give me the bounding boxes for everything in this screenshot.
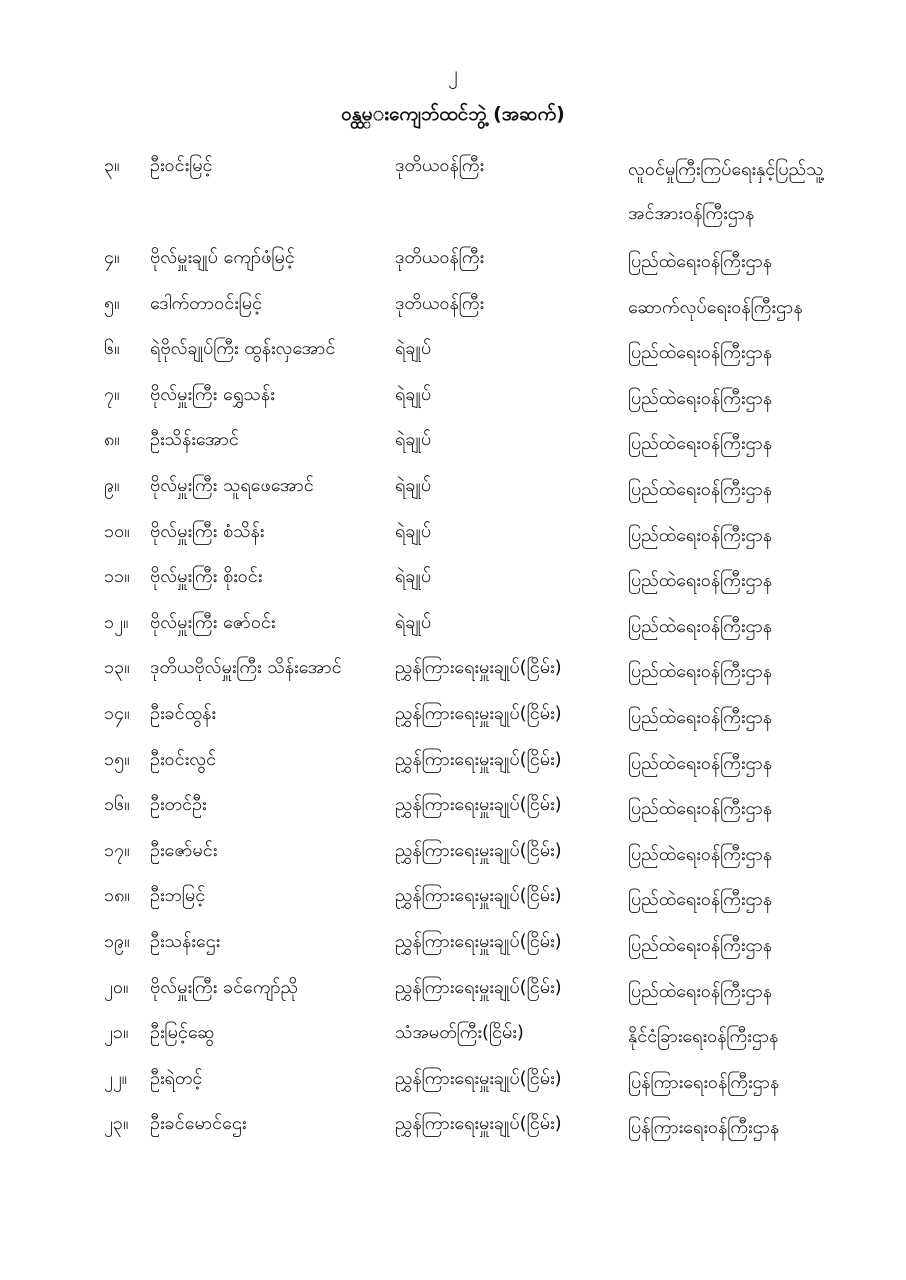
person-rank: ညွှန်ကြားရေးမှူးချုပ်(ငြိမ်း): [395, 885, 562, 907]
person-name: ဦးဘမြင့်: [150, 885, 206, 907]
list-row: [0, 918, 906, 964]
person-ministry: [628, 468, 772, 512]
person-rank: ဒုတိယဝန်ကြီး: [395, 292, 485, 314]
list-row: [0, 599, 906, 645]
ministry-line: ပြည်ထဲရေးဝန်ကြီးဌာန: [628, 478, 773, 500]
ministry-line: ပြည်ထဲရေးဝန်ကြီးဌာန: [628, 934, 773, 956]
row-number: ၁၄။: [104, 702, 130, 724]
list-row: [0, 416, 906, 462]
person-rank: ရဲချုပ်: [395, 566, 432, 588]
person-name: ဗိုလ်မှူးကြီး ဇော်ဝင်း: [150, 611, 276, 633]
person-ministry: [628, 422, 772, 466]
row-number: ၄။: [104, 247, 120, 268]
ministry-line: ပြည်ထဲရေးဝန်ကြီးဌာန: [628, 843, 773, 865]
person-name: ဦးသိန်းအောင်: [150, 429, 239, 451]
ministry-line: ပြည်ထဲရေးဝန်ကြီးဌာန: [628, 387, 773, 409]
ministry-line: ပြည်ထဲရေးဝန်ကြီးဌာန: [628, 615, 773, 637]
person-rank: ရဲချုပ်: [395, 611, 432, 633]
row-number: ၂၁။: [104, 1022, 129, 1044]
person-ministry: [628, 970, 772, 1014]
ministry-line: ပြည်ထဲရေးဝန်ကြီးဌာန: [628, 524, 773, 546]
person-ministry: [628, 1106, 779, 1150]
person-rank: ညွှန်ကြားရေးမှူးချုပ်(ငြိမ်း): [395, 930, 562, 952]
person-ministry: [628, 559, 772, 603]
person-rank: ညွှန်ကြားရေးမှူးချုပ်(ငြိမ်း): [395, 1113, 562, 1135]
person-rank: ရဲချုပ်: [395, 520, 432, 542]
person-rank: ရဲချုပ်: [395, 338, 432, 360]
list-row: [0, 736, 906, 782]
list-row: [0, 644, 906, 690]
person-ministry: [628, 148, 823, 236]
person-rank: ရဲချုပ်: [395, 383, 432, 405]
person-name: ဦးဝင်းမြင့်: [150, 155, 213, 176]
list-row: [0, 964, 906, 1010]
person-ministry: [628, 650, 772, 694]
list-row: [0, 872, 906, 918]
row-number: ၁၂။: [104, 611, 129, 633]
list-row: [0, 781, 906, 827]
person-name: ဒေါက်တာဝင်းမြင့်: [150, 292, 263, 314]
person-ministry: [628, 286, 803, 330]
row-number: ၁၉။: [104, 930, 130, 952]
ministry-line: ဆောက်လုပ်ရေးဝန်ကြီးဌာန: [628, 296, 803, 318]
person-name: ဦးခင်မောင်ဌေး: [150, 1113, 247, 1135]
person-name: ဦးမြင့်ဆွေ: [150, 1022, 215, 1044]
person-ministry: [628, 514, 772, 558]
row-number: ၇။: [104, 383, 120, 405]
row-number: ၉။: [104, 474, 120, 496]
row-number: ၁၃။: [104, 657, 130, 679]
list-row: [0, 1100, 906, 1146]
row-number: ၂၃။: [104, 1113, 129, 1135]
person-rank: ညွှန်ကြားရေးမှူးချုပ်(ငြိမ်း): [395, 976, 562, 998]
person-rank: ညွှန်ကြားရေးမှူးချုပ်(ငြိမ်း): [395, 794, 562, 816]
person-name: ဒုတိယဗိုလ်မှူးကြီး သိန်းအောင်: [150, 657, 342, 679]
row-number: ၁၆။: [104, 794, 130, 816]
person-name: ဦးရဲတင့်: [150, 1067, 203, 1089]
person-name: ဦးခင်ထွန်း: [150, 702, 216, 724]
person-ministry: [628, 240, 772, 284]
person-name: ရဲဗိုလ်ချုပ်ကြီး ထွန်းလှအောင်: [150, 338, 336, 360]
list-row: [0, 508, 906, 554]
ministry-line: ပြည်ထဲရေးဝန်ကြီးဌာန: [628, 433, 773, 455]
person-ministry: [628, 833, 772, 877]
person-ministry: [628, 331, 772, 375]
page-heading: ဝန္ထမ္းကျေဘ်ထင်ဘွဲ့ (အဆက်): [341, 103, 565, 125]
ministry-line: ပြည်ထဲရေးဝန်ကြီးဌာန: [628, 251, 773, 272]
person-ministry: [628, 1015, 778, 1059]
person-rank: ညွှန်ကြားရေးမှူးချုပ်(ငြိမ်း): [395, 702, 562, 724]
ministry-line: ပြည်ထဲရေးဝန်ကြီးဌာန: [628, 889, 773, 911]
person-rank: ဒုတိယဝန်ကြီး: [395, 247, 485, 268]
list-row: [0, 690, 906, 736]
list-row: [0, 1009, 906, 1055]
list-row: [0, 553, 906, 599]
person-ministry: [628, 742, 772, 786]
list-row: [0, 325, 906, 371]
ministry-line: အင်အားဝန်ကြီးဌာန: [628, 203, 755, 224]
row-number: ၅။: [104, 292, 120, 314]
person-ministry: [628, 878, 772, 922]
person-rank: ရဲချုပ်: [395, 474, 432, 496]
person-ministry: [628, 787, 772, 831]
person-name: ဗိုလ်မှူးကြီး ရွှေသန်း: [150, 383, 275, 405]
row-number: ၂၂။: [104, 1067, 128, 1089]
row-number: ၁၀။: [104, 520, 130, 542]
ministry-line: နိုင်ငံခြားရေးဝန်ကြီးဌာန: [628, 1026, 779, 1048]
ministry-line: ပြည်ထဲရေးဝန်ကြီးဌာန: [628, 752, 773, 774]
person-name: ဗိုလ်မှူးကြီး စိုးဝင်း: [150, 566, 263, 588]
row-number: ၁၅။: [104, 748, 130, 770]
ministry-line: ပြည်ထဲရေးဝန်ကြီးဌာန: [628, 570, 773, 592]
person-ministry: [628, 377, 772, 421]
person-rank: ညွှန်ကြားရေးမှူးချုပ်(ငြိမ်း): [395, 657, 562, 679]
row-number: ၃။: [104, 155, 120, 176]
person-rank: ညွှန်ကြားရေးမှူးချုပ်(ငြိမ်း): [395, 1067, 562, 1089]
person-ministry: [628, 1061, 779, 1105]
row-number: ၆။: [104, 338, 120, 360]
row-number: ၁၇။: [104, 839, 130, 861]
person-name: ဦးဇော်မင်း: [150, 839, 218, 861]
ministry-line: ပြန်ကြားရေးဝန်ကြီးဌာန: [628, 1117, 780, 1139]
list-row: [0, 827, 906, 873]
list-row: [0, 280, 906, 326]
person-name: ဦးတင်ဦး: [150, 794, 207, 816]
person-name: ဗိုလ်မှူးကြီး ခင်ကျော်ညို: [150, 976, 299, 998]
row-number: ၈။: [104, 429, 120, 451]
list-row: [0, 1055, 906, 1101]
person-rank: ရဲချုပ်: [395, 429, 432, 451]
row-number: ၁၁။: [104, 566, 130, 588]
row-number: ၁၈။: [104, 885, 130, 907]
person-name: ဦးသန်းဌေး: [150, 930, 221, 952]
person-ministry: [628, 605, 772, 649]
ministry-line: ပြည်ထဲရေးဝန်ကြီးဌာန: [628, 661, 773, 683]
list-row: [0, 462, 906, 508]
ministry-line: ပြန်ကြားရေးဝန်ကြီးဌာန: [628, 1071, 780, 1093]
person-name: ဦးဝင်းလွင်: [150, 748, 217, 770]
person-rank: ညွှန်ကြားရေးမှူးချုပ်(ငြိမ်း): [395, 748, 562, 770]
person-rank: ညွှန်ကြားရေးမှူးချုပ်(ငြိမ်း): [395, 839, 562, 861]
person-name: ဗိုလ်မှူးကြီး စံသိန်း: [150, 520, 265, 542]
ministry-line: ပြည်ထဲရေးဝန်ကြီးဌာန: [628, 798, 773, 820]
person-name: ဗိုလ်မှူးချုပ် ကျော်ဖံမြင့်: [150, 247, 295, 268]
ministry-line: လူဝင်မှုကြီးကြပ်ရေးနှင့်ပြည်သူ့: [628, 159, 824, 180]
person-rank: သံအမတ်ကြီး(ငြိမ်း): [395, 1022, 524, 1044]
list-row: [0, 142, 906, 234]
person-ministry: [628, 696, 772, 740]
row-number: ၂၀။: [104, 976, 129, 998]
ministry-line: ပြည်ထဲရေးဝန်ကြီးဌာန: [628, 342, 773, 364]
list-row: [0, 371, 906, 417]
person-rank: ဒုတိယဝန်ကြီး: [395, 155, 485, 176]
page-number: ၂: [448, 61, 458, 85]
list-row: [0, 234, 906, 280]
ministry-line: ပြည်ထဲရေးဝန်ကြီးဌာန: [628, 706, 773, 728]
person-name: ဗိုလ်မှူးကြီး သူရဖေအောင်: [150, 474, 314, 496]
ministry-line: ပြည်ထဲရေးဝန်ကြီးဌာန: [628, 980, 773, 1002]
person-ministry: [628, 924, 772, 968]
personnel-list: [0, 142, 906, 1146]
